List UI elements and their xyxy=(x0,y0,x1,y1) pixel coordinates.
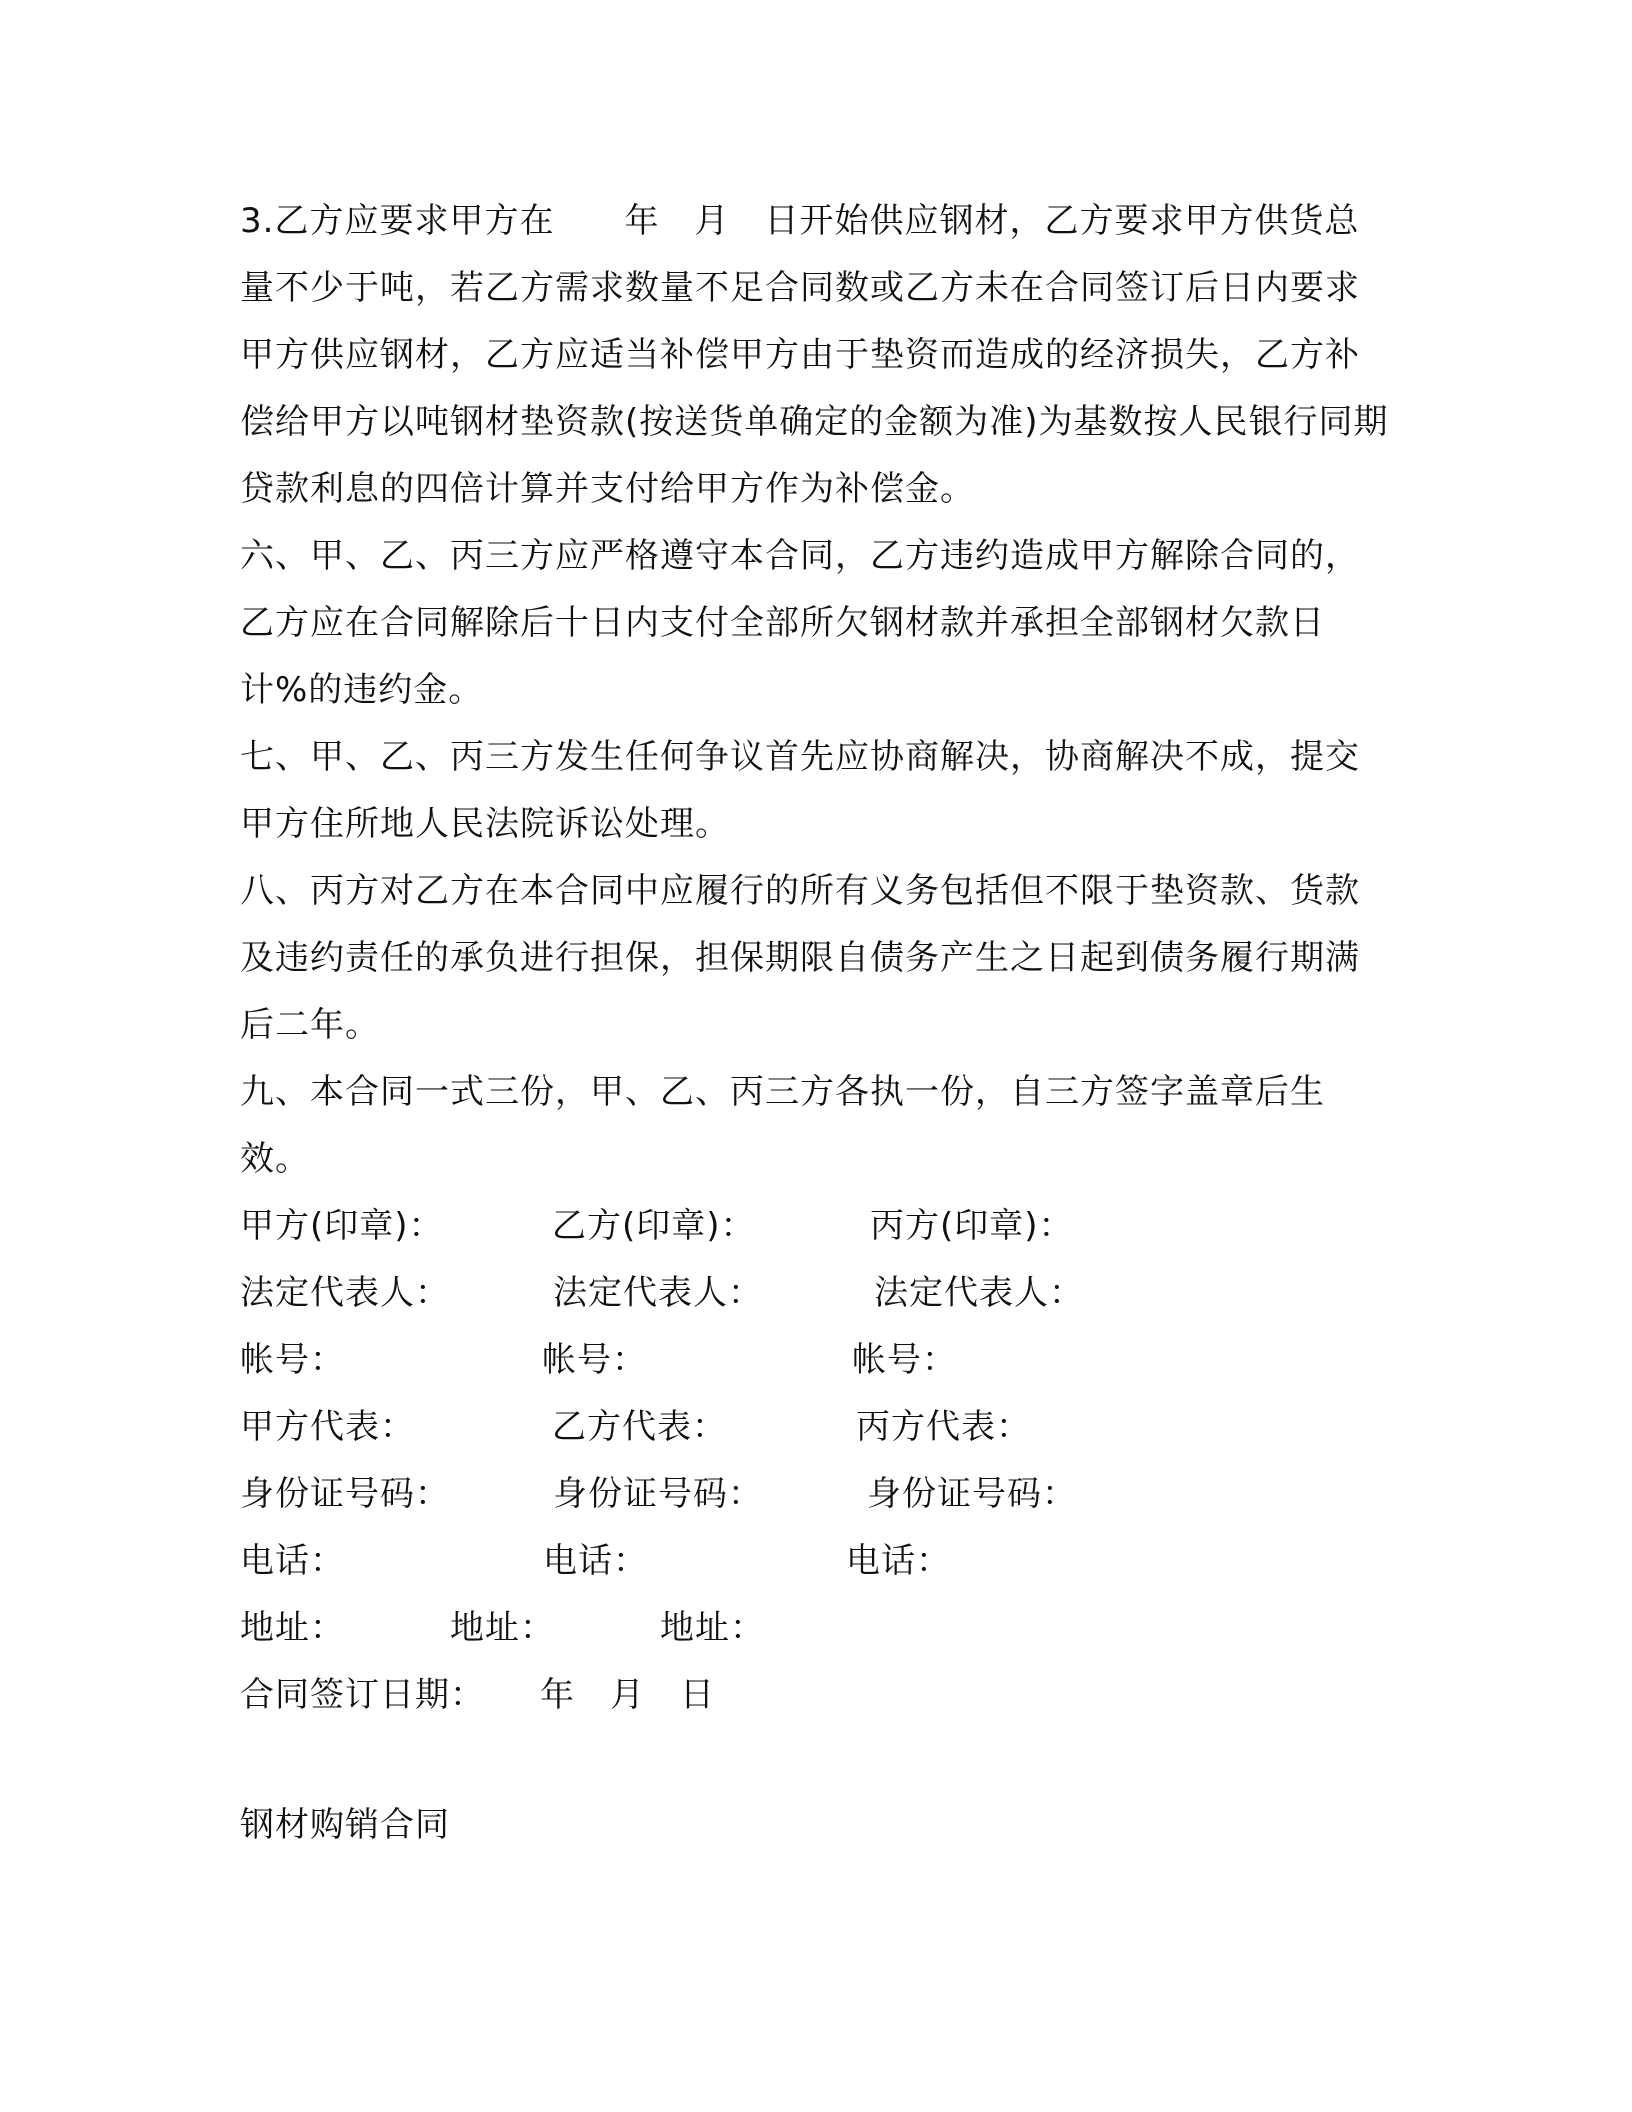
signature-row-representative xyxy=(240,1394,1390,1461)
party-c-phone-label: 电话： xyxy=(846,1541,951,1581)
party-b-seal-label: 乙方(印章)： xyxy=(552,1206,756,1246)
party-c-address-label: 地址： xyxy=(660,1608,765,1648)
party-a-address-label: 地址： xyxy=(240,1608,345,1648)
sign-date-value: 年 月 日 xyxy=(540,1675,715,1715)
party-c-id-label: 身份证号码： xyxy=(867,1474,1077,1514)
signature-row-phone xyxy=(240,1528,1390,1595)
signature-row-id-number xyxy=(240,1461,1390,1528)
party-a-rep-label: 甲方代表： xyxy=(240,1407,415,1447)
party-b-legal-rep-label: 法定代表人： xyxy=(553,1273,763,1313)
signature-block xyxy=(240,1193,1390,1729)
party-a-account-label: 帐号： xyxy=(240,1340,345,1380)
clause-supply-start: 3.乙方应要求甲方在 年 月 日开始供应钢材，乙方要求甲方供货总量不少于吨，若乙方需求数量不足合同数或乙方未在合同签订后日内要求甲方供应钢材，乙方应适当补偿甲方由于垫资而造成的经济损失，乙方补偿给甲方以吨钢材垫资款(按送货单确定的金额为准)为基数按人民银行同期贷款利息的四倍计算并支付给甲方作为补偿金。 xyxy=(240,201,1389,509)
party-c-account-label: 帐号： xyxy=(852,1340,957,1380)
contract-body xyxy=(240,188,1390,1193)
party-b-account-label: 帐号： xyxy=(542,1340,647,1380)
contract-title: 钢材购销合同 xyxy=(240,1805,450,1845)
clause-eight-guarantee: 八、丙方对乙方在本合同中应履行的所有义务包括但不限于垫资款、货款及违约责任的承负进行担保，担保期限自债务产生之日起到债务履行期满后二年。 xyxy=(240,871,1360,1045)
party-b-phone-label: 电话： xyxy=(543,1541,648,1581)
clause-six-breach: 六、甲、乙、丙三方应严格遵守本合同，乙方违约造成甲方解除合同的，乙方应在合同解除后十日内支付全部所欠钢材款并承担全部钢材欠款日计%的违约金。 xyxy=(240,536,1360,710)
signature-row-date xyxy=(240,1662,1390,1729)
party-b-address-label: 地址： xyxy=(450,1608,555,1648)
party-c-rep-label: 丙方代表： xyxy=(856,1407,1031,1447)
clause-nine-copies: 九、本合同一式三份，甲、乙、丙三方各执一份，自三方签字盖章后生效。 xyxy=(240,1072,1325,1179)
party-a-seal-label: 甲方(印章)： xyxy=(240,1206,444,1246)
party-a-id-label: 身份证号码： xyxy=(240,1474,450,1514)
signature-row-account xyxy=(240,1327,1390,1394)
clause-seven-dispute: 七、甲、乙、丙三方发生任何争议首先应协商解决，协商解决不成，提交甲方住所地人民法院诉讼处理。 xyxy=(240,737,1360,844)
party-a-legal-rep-label: 法定代表人： xyxy=(240,1273,450,1313)
signature-row-legal-rep xyxy=(240,1260,1390,1327)
party-c-seal-label: 丙方(印章)： xyxy=(870,1206,1074,1246)
signature-row-address xyxy=(240,1595,1390,1662)
signature-row-seal xyxy=(240,1193,1390,1260)
party-a-phone-label: 电话： xyxy=(240,1541,345,1581)
party-b-rep-label: 乙方代表： xyxy=(552,1407,727,1447)
party-c-legal-rep-label: 法定代表人： xyxy=(874,1273,1084,1313)
party-b-id-label: 身份证号码： xyxy=(553,1474,763,1514)
sign-date-label: 合同签订日期： xyxy=(240,1675,485,1715)
